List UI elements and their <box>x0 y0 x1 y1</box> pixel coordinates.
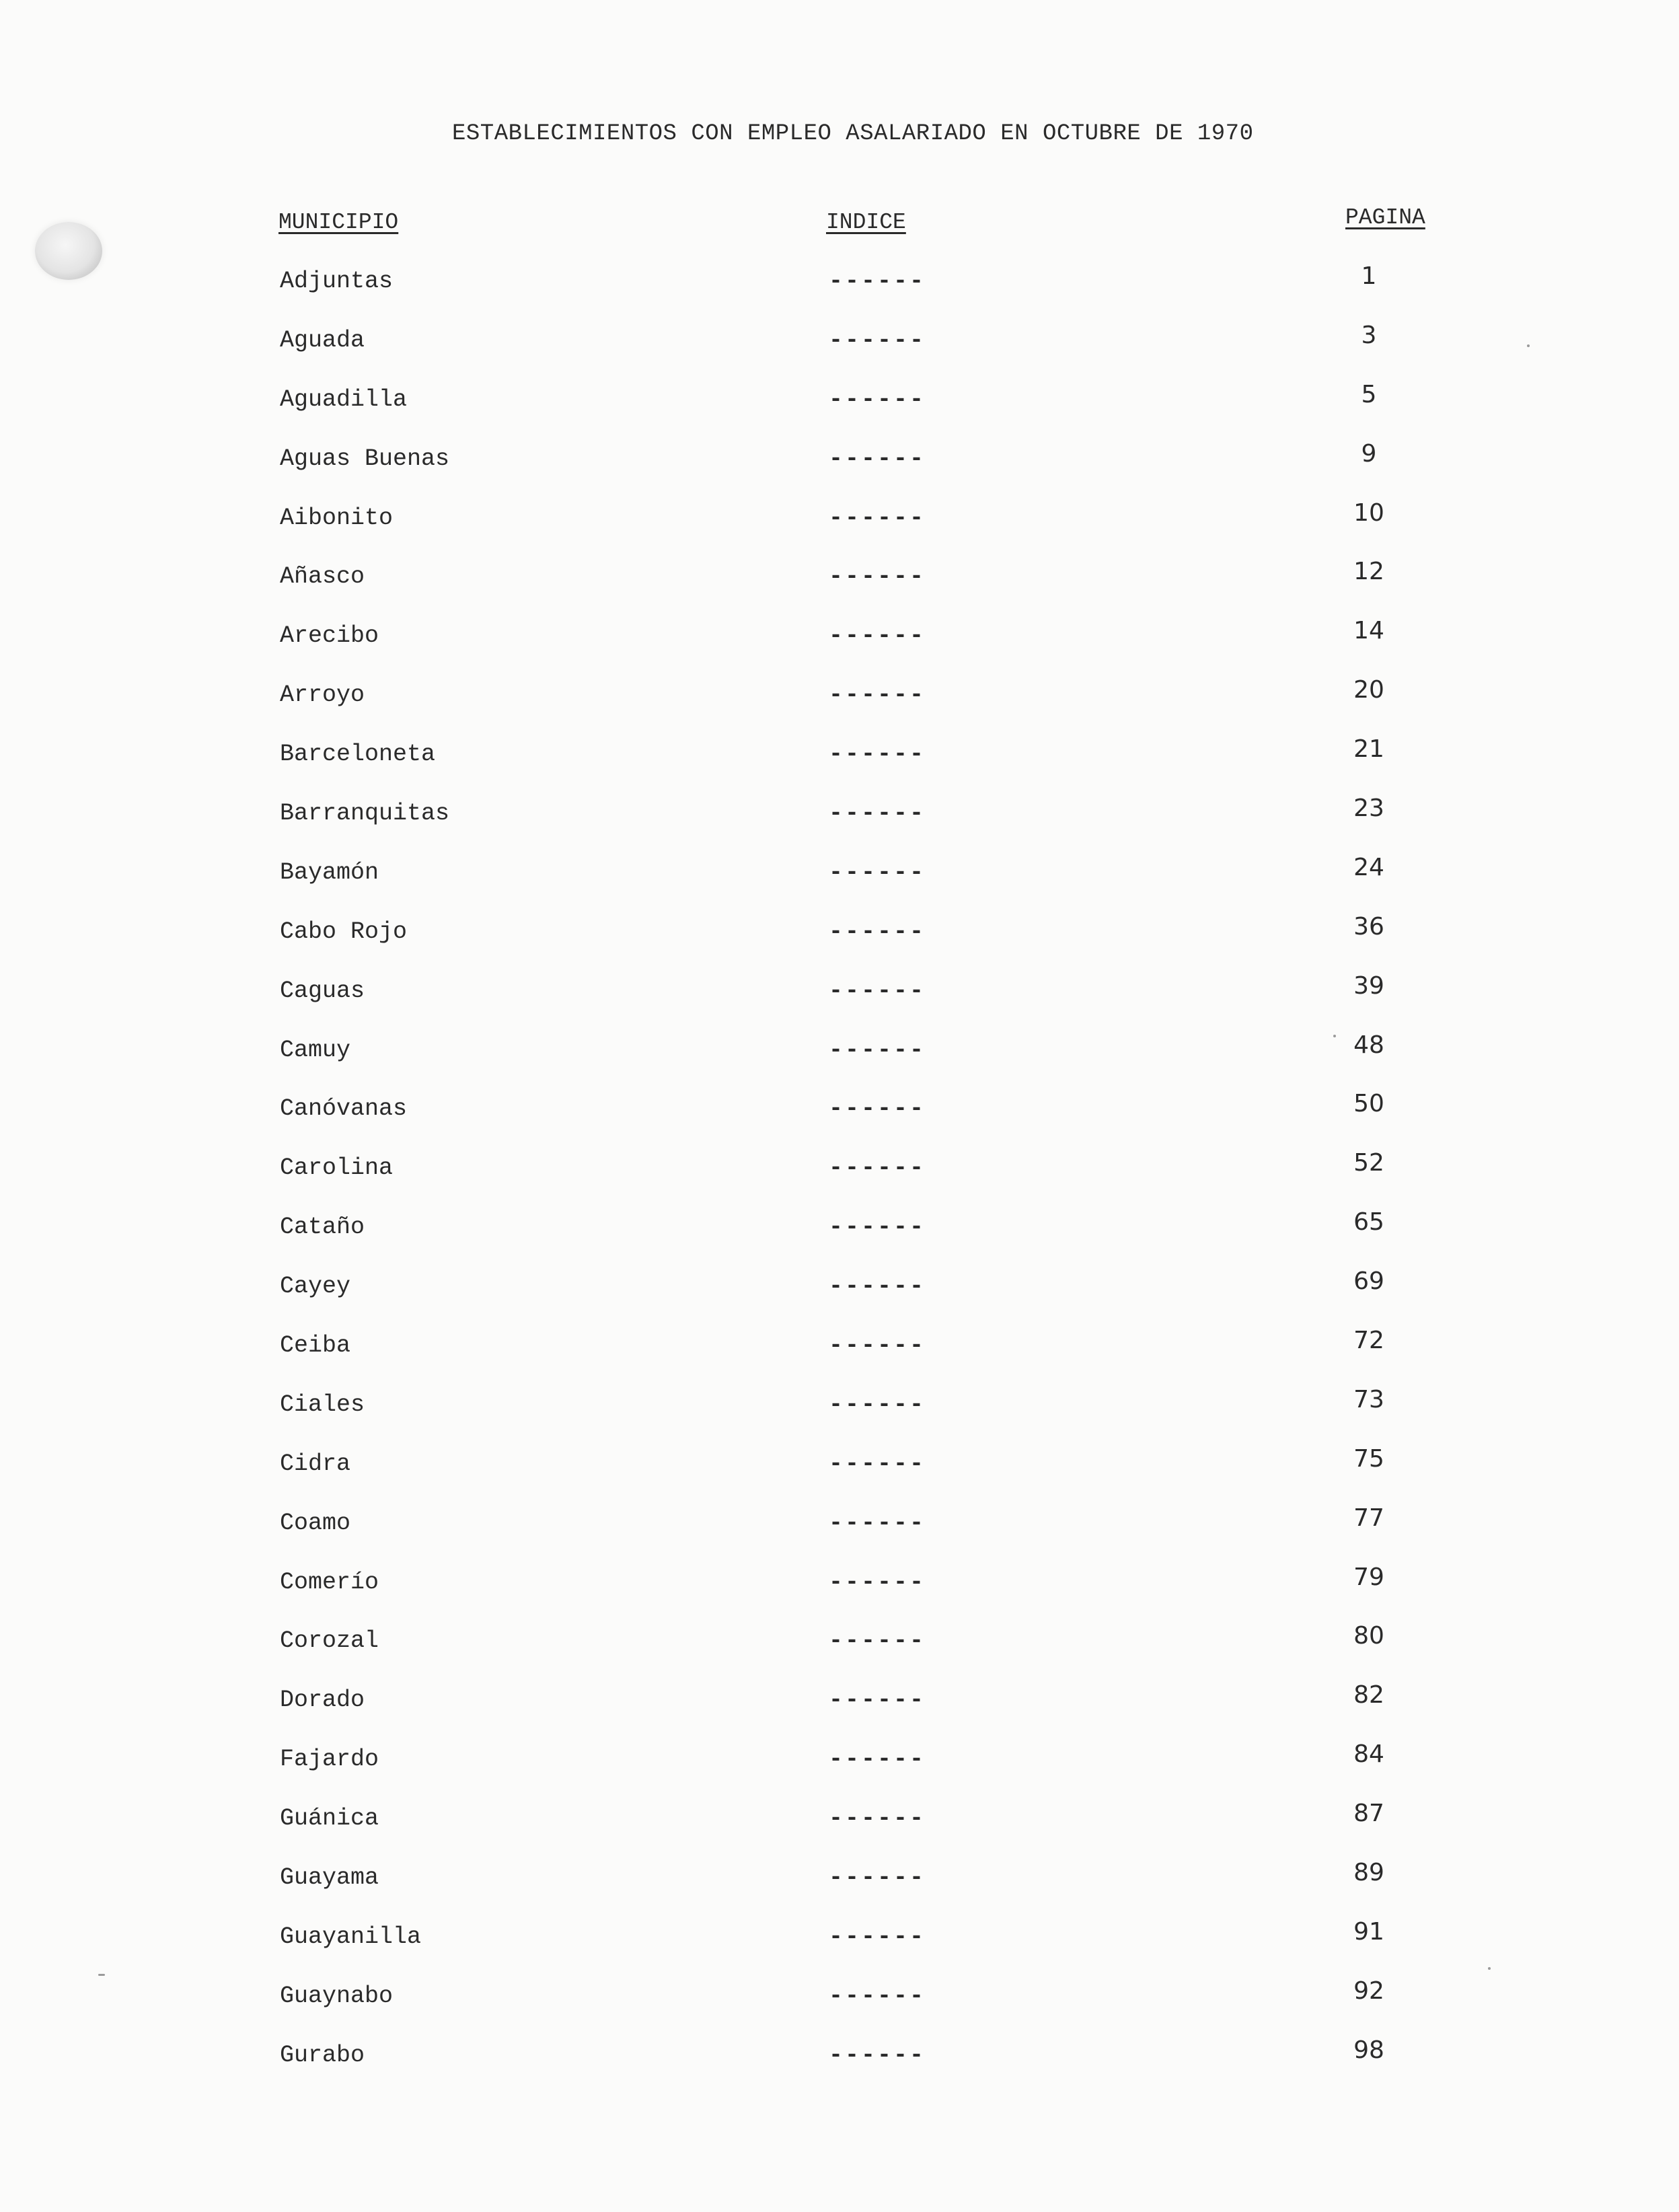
municipio-name: Guayanilla <box>280 1923 422 1950</box>
list-item <box>0 1504 1679 1569</box>
municipio-name: Gurabo <box>280 2041 365 2069</box>
header-pagina: PAGINA <box>1345 205 1425 230</box>
list-item <box>0 617 1679 681</box>
indice-leader: ------ <box>829 800 926 827</box>
pagina-number: 1 <box>1361 262 1377 290</box>
indice-leader: ------ <box>829 1568 926 1596</box>
pagina-number: 50 <box>1353 1090 1384 1118</box>
list-item <box>0 2036 1679 2101</box>
pagina-number: 12 <box>1353 558 1384 586</box>
indice-leader: ------ <box>829 1923 926 1950</box>
municipio-name: Arroyo <box>280 681 365 709</box>
list-item <box>0 795 1679 859</box>
indice-leader: ------ <box>829 681 926 709</box>
list-item <box>0 1622 1679 1687</box>
municipio-name: Cataño <box>280 1214 365 1241</box>
municipio-name: Caguas <box>280 977 365 1004</box>
list-item <box>0 1267 1679 1332</box>
indice-leader: ------ <box>829 858 926 886</box>
pagina-number: 82 <box>1353 1681 1384 1709</box>
list-item <box>0 676 1679 741</box>
municipio-name: Coamo <box>280 1509 351 1537</box>
municipio-name: Aguas Buenas <box>280 445 450 472</box>
pagina-number: 24 <box>1353 853 1384 881</box>
municipio-name: Barranquitas <box>280 800 450 827</box>
list-item <box>0 499 1679 564</box>
pagina-number: 48 <box>1353 1031 1384 1059</box>
indice-leader: ------ <box>829 1864 926 1892</box>
indice-leader: ------ <box>829 977 926 1004</box>
indice-leader: ------ <box>829 918 926 945</box>
pagina-number: 92 <box>1353 1977 1384 2005</box>
pagina-number: 23 <box>1353 795 1384 823</box>
list-item <box>0 1444 1679 1510</box>
pagina-number: 10 <box>1353 499 1384 527</box>
list-item <box>0 380 1679 445</box>
list-item <box>0 1681 1679 1746</box>
list-item <box>0 558 1679 622</box>
pagina-number: 77 <box>1353 1504 1384 1532</box>
indice-leader: ------ <box>829 1036 926 1064</box>
pagina-number: 98 <box>1353 2036 1384 2064</box>
indice-leader: ------ <box>829 445 926 472</box>
header-municipio: MUNICIPIO <box>278 210 399 235</box>
municipio-list <box>0 262 1679 2101</box>
pagina-number: 79 <box>1353 1563 1384 1591</box>
indice-leader: ------ <box>829 622 926 650</box>
list-item <box>0 439 1679 505</box>
municipio-name: Comerío <box>280 1568 379 1596</box>
municipio-name: Bayamón <box>280 858 379 886</box>
list-item <box>0 1149 1679 1214</box>
municipio-name: Dorado <box>280 1687 365 1714</box>
municipio-name: Cidra <box>280 1450 351 1477</box>
list-item <box>0 1917 1679 1983</box>
list-item <box>0 1385 1679 1450</box>
municipio-name: Guayama <box>280 1864 379 1892</box>
municipio-name: Cabo Rojo <box>280 918 408 945</box>
municipio-name: Barceloneta <box>280 741 436 768</box>
indice-leader: ------ <box>829 1627 926 1655</box>
list-item <box>0 1031 1679 1096</box>
pagina-number: 84 <box>1353 1740 1384 1769</box>
pagina-number: 80 <box>1353 1622 1384 1650</box>
municipio-name: Aguadilla <box>280 385 408 413</box>
indice-leader: ------ <box>829 1687 926 1714</box>
indice-leader: ------ <box>829 563 926 591</box>
municipio-name: Aguada <box>280 326 365 354</box>
pagina-number: 69 <box>1353 1267 1384 1296</box>
municipio-name: Canóvanas <box>280 1095 408 1123</box>
municipio-name: Arecibo <box>280 622 379 650</box>
indice-leader: ------ <box>829 2041 926 2069</box>
pagina-number: 52 <box>1353 1149 1384 1177</box>
pagina-number: 36 <box>1353 912 1384 941</box>
indice-leader: ------ <box>829 1982 926 2010</box>
municipio-name: Carolina <box>280 1154 394 1182</box>
indice-leader: ------ <box>829 741 926 768</box>
municipio-name: Fajardo <box>280 1746 379 1773</box>
pagina-number: 14 <box>1353 617 1384 645</box>
indice-leader: ------ <box>829 268 926 295</box>
list-item <box>0 1977 1679 2042</box>
indice-leader: ------ <box>829 1273 926 1300</box>
pagina-number: 89 <box>1353 1859 1384 1887</box>
pagina-number: 72 <box>1353 1327 1384 1355</box>
municipio-name: Ceiba <box>280 1332 351 1360</box>
pagina-number: 9 <box>1361 439 1377 468</box>
indice-leader: ------ <box>829 504 926 531</box>
municipio-name: Guaynabo <box>280 1982 394 2010</box>
indice-leader: ------ <box>829 385 926 413</box>
municipio-name: Camuy <box>280 1036 351 1064</box>
municipio-name: Corozal <box>280 1627 379 1655</box>
indice-leader: ------ <box>829 1450 926 1477</box>
list-item <box>0 853 1679 918</box>
list-item <box>0 1208 1679 1273</box>
list-item <box>0 1327 1679 1391</box>
list-item <box>0 1563 1679 1628</box>
pagina-number: 20 <box>1353 676 1384 704</box>
list-item <box>0 971 1679 1037</box>
indice-leader: ------ <box>829 326 926 354</box>
list-item <box>0 262 1679 327</box>
list-item <box>0 1090 1679 1154</box>
list-item <box>0 735 1679 800</box>
pagina-number: 75 <box>1353 1444 1384 1473</box>
indice-leader: ------ <box>829 1154 926 1182</box>
pagina-number: 3 <box>1361 321 1377 349</box>
indice-leader: ------ <box>829 1214 926 1241</box>
page-title: ESTABLECIMIENTOS CON EMPLEO ASALARIADO EN OCTUBRE DE 1970 <box>452 121 1254 147</box>
municipio-name: Aibonito <box>280 504 394 531</box>
municipio-name: Cayey <box>280 1273 351 1300</box>
pagina-number: 73 <box>1353 1385 1384 1413</box>
municipio-name: Adjuntas <box>280 268 394 295</box>
indice-leader: ------ <box>829 1095 926 1123</box>
indice-leader: ------ <box>829 1805 926 1833</box>
pagina-number: 65 <box>1353 1208 1384 1237</box>
header-indice: INDICE <box>826 210 906 235</box>
list-item <box>0 912 1679 978</box>
list-item <box>0 1859 1679 1923</box>
indice-leader: ------ <box>829 1746 926 1773</box>
list-item <box>0 321 1679 386</box>
pagina-number: 91 <box>1353 1917 1384 1946</box>
list-item <box>0 1800 1679 1864</box>
pagina-number: 87 <box>1353 1800 1384 1828</box>
municipio-name: Ciales <box>280 1391 365 1418</box>
municipio-name: Añasco <box>280 563 365 591</box>
municipio-name: Guánica <box>280 1805 379 1833</box>
indice-leader: ------ <box>829 1509 926 1537</box>
list-item <box>0 1740 1679 1805</box>
indice-leader: ------ <box>829 1391 926 1418</box>
pagina-number: 21 <box>1353 735 1384 764</box>
indice-leader: ------ <box>829 1332 926 1360</box>
pagina-number: 39 <box>1353 971 1384 1000</box>
pagina-number: 5 <box>1361 380 1377 408</box>
